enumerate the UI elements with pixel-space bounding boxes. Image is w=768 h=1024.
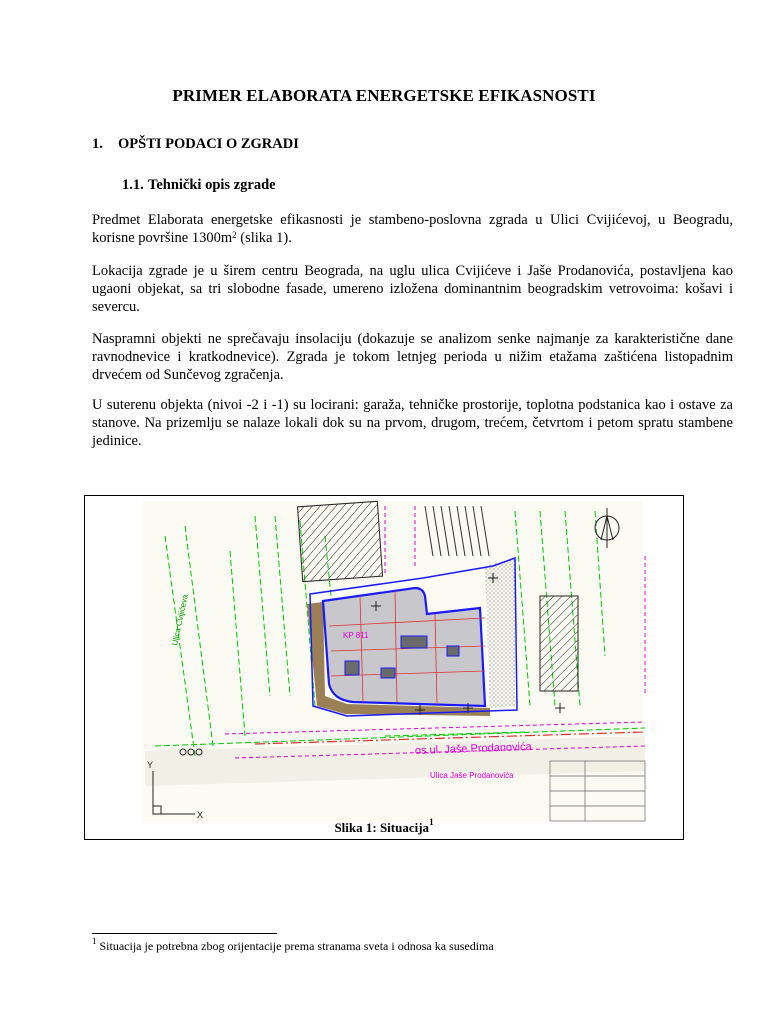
subsection-label: Tehnički opis zgrade	[148, 177, 276, 193]
figure-caption	[0, 817, 768, 836]
caption-footnote-ref: 1	[429, 817, 434, 827]
footnote-mark: 1	[92, 936, 97, 946]
street-label-secondary: Ulica Jaše Prodanovića	[430, 771, 514, 780]
neighbor-building-2	[540, 596, 578, 691]
section-heading	[92, 136, 299, 153]
section-label: OPŠTI PODACI O ZGRADI	[118, 136, 299, 152]
street-label-primary: os.ul. Jaše Prodanovića	[414, 740, 532, 757]
subsection-heading	[122, 177, 276, 194]
paragraph-1-tail: (slika 1).	[236, 230, 292, 246]
paragraph-4: U suterenu objekta (nivoi -2 i -1) su locirani: garaža, tehničke prostorije, toplotna podstanica kao i ostave za stanove. Na prizemlju se nalaze lokali dok su na prvom, drugom, trećem, četvrtom i petom spratu stambene jedinice.	[92, 397, 733, 449]
footnote	[92, 936, 494, 954]
caption-text: Slika 1: Situacija	[334, 820, 430, 835]
paragraph-1-text: Predmet Elaborata energetske efikasnosti je stambeno-poslovna zgrada u Ulici Cvijićevoj, u Beogradu, korisne površine 1300m	[92, 212, 733, 246]
paved-yard	[485, 558, 515, 708]
site-plan-figure	[84, 495, 684, 840]
section-number: 1.	[92, 136, 103, 152]
subsection-number: 1.1.	[122, 177, 144, 193]
footnote-separator	[92, 933, 277, 934]
axis-x-label: X	[197, 810, 204, 820]
paragraph-1	[92, 211, 733, 247]
area-superscript: 2	[232, 230, 237, 240]
page-title: PRIMER ELABORATA ENERGETSKE EFIKASNOSTI	[172, 86, 596, 105]
parcel-label: KP 811	[343, 631, 369, 640]
street-label-vertical: Ulica Cvijićeva	[170, 593, 190, 647]
footnote-text: Situacija je potrebna zbog orijentacije prema stranama sveta i odnosa ka susedima	[96, 939, 494, 953]
paragraph-2: Lokacija zgrade je u širem centru Beograda, na uglu ulica Cvijićeve i Jaše Prodanovića, postavljena kao ugaoni objekat, sa tri slobodne fasade, umereno izložena dominantnim beogradskim vetrovoima: košavi i severcu.	[92, 263, 733, 315]
neighbor-building-1	[298, 501, 383, 581]
paragraph-3: Naspramni objekti ne sprečavaju insolaciju (dokazuje se analizom senke najmanje za karakteristične dane ravnodnevice i kratkodnevice). Zgrada je tokom letnjeg perioda u nižim etažama zaštićena listopadnim drvećem od Sunčevog zgračenja.	[92, 331, 733, 383]
site-plan-drawing	[85, 496, 683, 839]
axis-y-label: Y	[147, 760, 154, 770]
